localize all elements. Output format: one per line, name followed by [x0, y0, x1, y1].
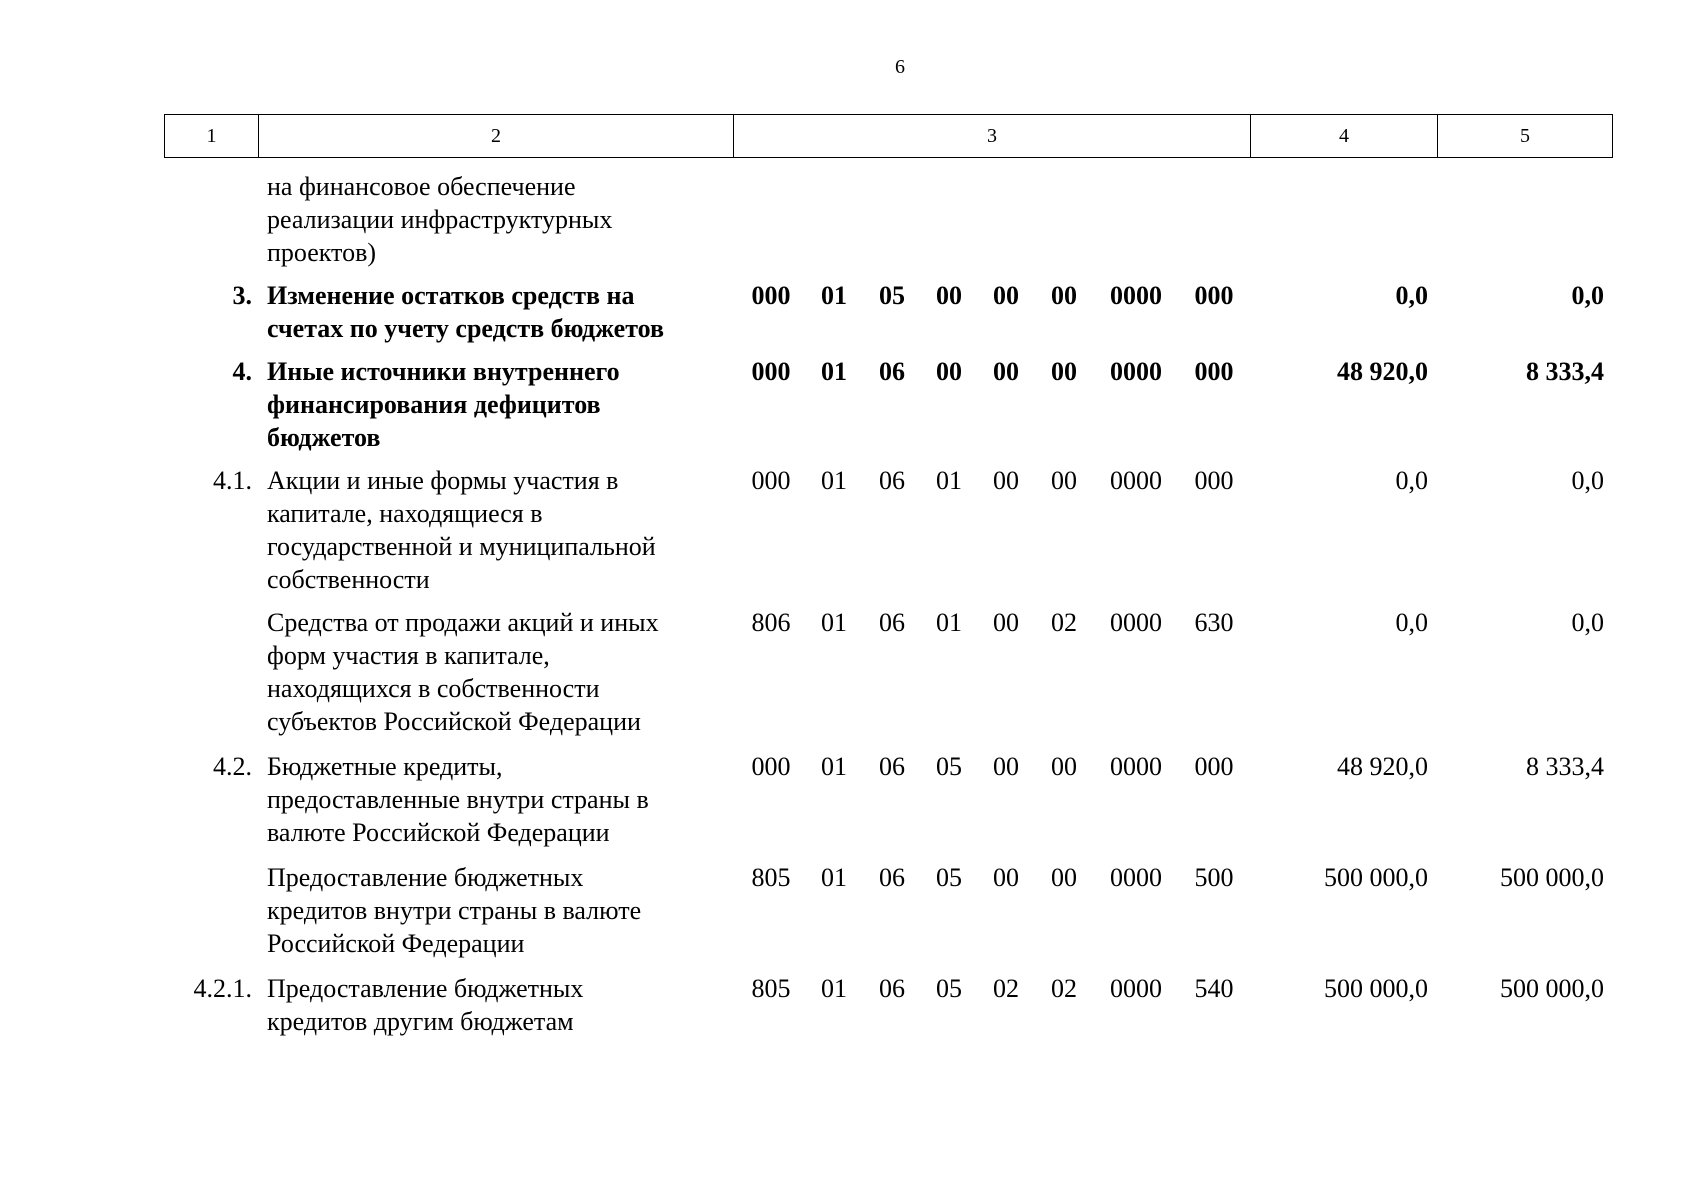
code-segment-8: 000: [1194, 752, 1234, 781]
value-col-5: 8 333,4: [1526, 752, 1604, 781]
code-segment-5: 00: [993, 466, 1019, 495]
table-row: [164, 170, 1613, 269]
row-name: Акции и иные формы участия в капитале, находящиеся в государственной и муниципальной собственности: [267, 466, 656, 594]
code-segment-2: 01: [821, 357, 847, 386]
row-number: 4.2.1.: [193, 974, 252, 1003]
code-segment-8: 500: [1194, 863, 1234, 892]
value-col-4: 0,0: [1395, 608, 1428, 637]
code-segment-3: 05: [879, 281, 905, 310]
code-segment-1: 000: [751, 752, 791, 781]
code-segment-5: 00: [993, 281, 1019, 310]
code-segment-2: 01: [821, 281, 847, 310]
table-row: [164, 972, 1613, 1038]
code-segment-6: 00: [1051, 466, 1077, 495]
value-col-4: 0,0: [1395, 281, 1428, 310]
value-col-5: 0,0: [1571, 281, 1604, 310]
code-segment-4: 05: [936, 974, 962, 1003]
value-col-4: 48 920,0: [1337, 357, 1428, 386]
code-segment-6: 00: [1051, 357, 1077, 386]
code-segment-1: 000: [751, 281, 791, 310]
table-row: [164, 750, 1613, 849]
code-segment-7: 0000: [1110, 281, 1162, 310]
code-segment-3: 06: [879, 608, 905, 637]
code-segment-3: 06: [879, 863, 905, 892]
value-col-4: 500 000,0: [1324, 974, 1428, 1003]
code-segment-7: 0000: [1110, 608, 1162, 637]
code-segment-5: 00: [993, 357, 1019, 386]
header-col-2: 2: [259, 115, 734, 157]
table-header-row: [164, 114, 1613, 158]
code-segment-8: 540: [1194, 974, 1234, 1003]
code-segment-7: 0000: [1110, 466, 1162, 495]
header-col-3: 3: [734, 115, 1251, 157]
table-row: [164, 606, 1613, 738]
code-segment-7: 0000: [1110, 863, 1162, 892]
code-segment-3: 06: [879, 357, 905, 386]
row-name: Предоставление бюджетных кредитов внутри страны в валюте Российской Федерации: [267, 863, 642, 958]
code-segment-2: 01: [821, 466, 847, 495]
code-segment-1: 000: [751, 357, 791, 386]
value-col-5: 0,0: [1571, 608, 1604, 637]
code-segment-2: 01: [821, 752, 847, 781]
row-number: 4.1.: [213, 466, 252, 495]
value-col-5: 0,0: [1571, 466, 1604, 495]
row-number: 4.: [232, 357, 252, 386]
code-segment-3: 06: [879, 974, 905, 1003]
code-segment-5: 00: [993, 752, 1019, 781]
header-col-1: 1: [165, 115, 259, 157]
code-segment-1: 000: [751, 466, 791, 495]
code-segment-5: 00: [993, 863, 1019, 892]
code-segment-2: 01: [821, 608, 847, 637]
table-body: [164, 170, 1613, 1038]
value-col-4: 48 920,0: [1337, 752, 1428, 781]
table-row: [164, 355, 1613, 454]
code-segment-3: 06: [879, 752, 905, 781]
code-segment-4: 00: [936, 281, 962, 310]
code-segment-6: 00: [1051, 752, 1077, 781]
code-segment-4: 05: [936, 863, 962, 892]
page-number: 6: [895, 56, 905, 78]
row-name: Бюджетные кредиты, предоставленные внутри страны в валюте Российской Федерации: [267, 752, 649, 847]
code-segment-4: 05: [936, 752, 962, 781]
code-segment-8: 630: [1194, 608, 1234, 637]
row-number: 4.2.: [213, 752, 252, 781]
code-segment-8: 000: [1194, 281, 1234, 310]
code-segment-4: 00: [936, 357, 962, 386]
row-name: на финансовое обеспечение реализации инфраструктурных проектов): [267, 172, 613, 267]
code-segment-8: 000: [1194, 466, 1234, 495]
header-col-5: 5: [1520, 124, 1530, 147]
code-segment-5: 00: [993, 608, 1019, 637]
code-segment-1: 806: [751, 608, 791, 637]
value-col-5: 8 333,4: [1526, 357, 1604, 386]
table-row: [164, 279, 1613, 345]
code-segment-6: 00: [1051, 863, 1077, 892]
code-segment-1: 805: [751, 863, 791, 892]
table-row: [164, 464, 1613, 596]
code-segment-3: 06: [879, 466, 905, 495]
code-segment-7: 0000: [1110, 357, 1162, 386]
code-segment-1: 805: [751, 974, 791, 1003]
table-row: [164, 861, 1613, 960]
row-name: Предоставление бюджетных кредитов другим бюджетам: [267, 974, 584, 1036]
code-segment-2: 01: [821, 974, 847, 1003]
code-segment-6: 00: [1051, 281, 1077, 310]
code-segment-2: 01: [821, 863, 847, 892]
code-segment-4: 01: [936, 466, 962, 495]
value-col-5: 500 000,0: [1500, 863, 1604, 892]
code-segment-5: 02: [993, 974, 1019, 1003]
code-segment-8: 000: [1194, 357, 1234, 386]
code-segment-7: 0000: [1110, 752, 1162, 781]
row-name: Изменение остатков средств на счетах по учету средств бюджетов: [267, 281, 665, 343]
code-segment-6: 02: [1051, 608, 1077, 637]
code-segment-7: 0000: [1110, 974, 1162, 1003]
row-number: 3.: [232, 281, 252, 310]
value-col-5: 500 000,0: [1500, 974, 1604, 1003]
code-segment-4: 01: [936, 608, 962, 637]
value-col-4: 500 000,0: [1324, 863, 1428, 892]
row-name: Средства от продажи акций и иных форм участия в капитале, находящихся в собственности субъектов Российской Федерации: [267, 608, 659, 736]
row-name: Иные источники внутреннего финансирования дефицитов бюджетов: [267, 357, 620, 452]
value-col-4: 0,0: [1395, 466, 1428, 495]
code-segment-6: 02: [1051, 974, 1077, 1003]
header-col-4: 4: [1251, 115, 1438, 157]
